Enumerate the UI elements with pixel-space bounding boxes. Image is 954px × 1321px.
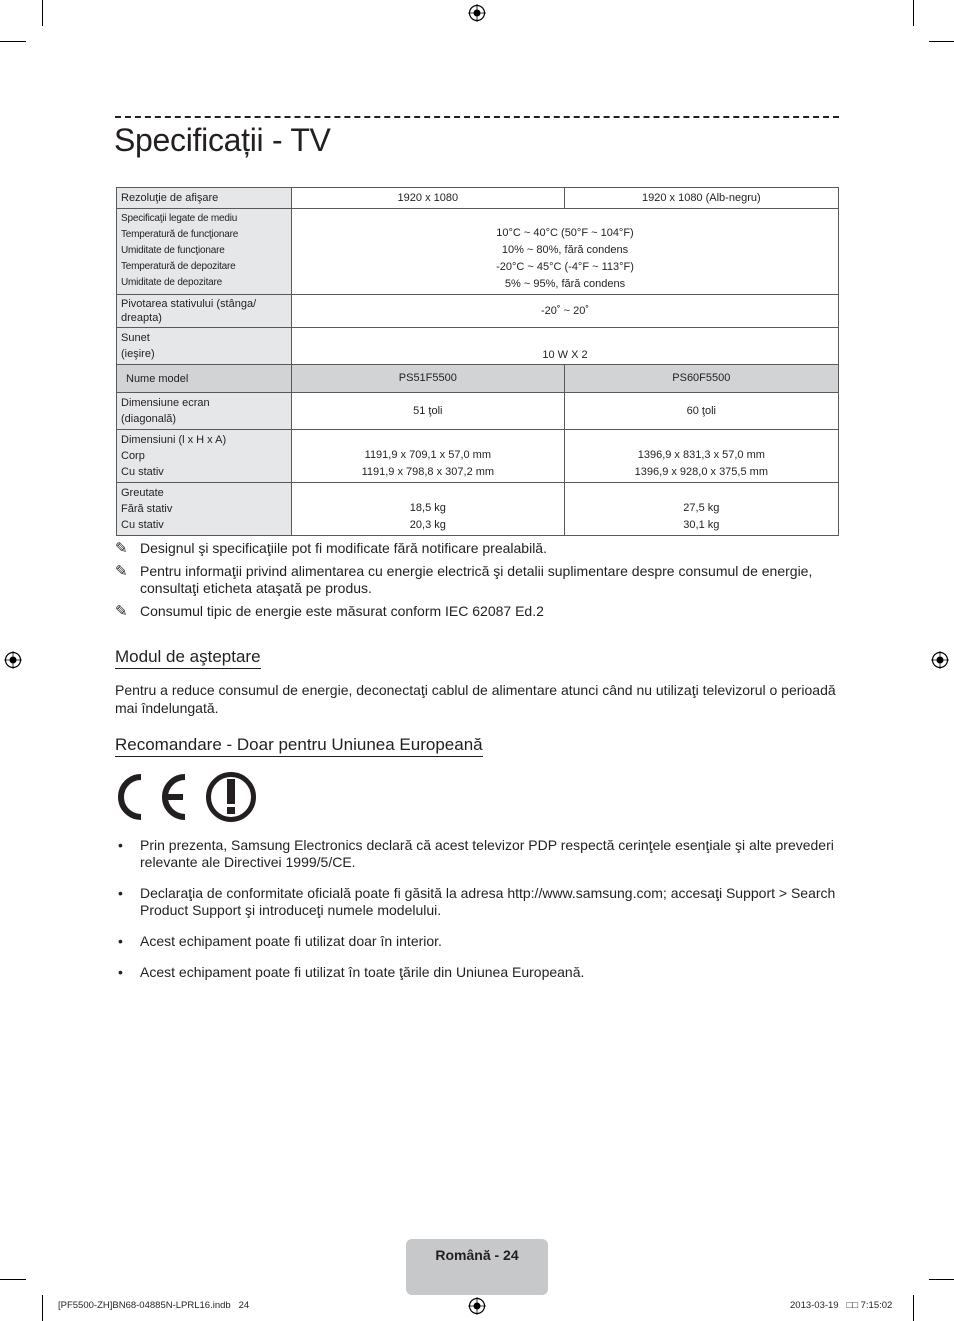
- model-column-header: PS60F5500: [564, 365, 838, 393]
- crop-mark: [913, 0, 914, 26]
- crop-mark: [0, 1279, 26, 1280]
- ce-mark-icon: [121, 777, 185, 817]
- standby-paragraph: Pentru a reduce consumul de energie, deconectaţi cablul de alimentare atunci când nu utilizaţi televizorul o perioadă mai îndelungată.: [115, 682, 836, 716]
- pencil-note-icon: ✎: [115, 540, 128, 557]
- list-item: • Declaraţia de conformitate oficială poate fi găsită la adresa http://www.samsung.com; accesaţi Support > Search Product Support şi introduceţi numele modelului.: [118, 885, 836, 918]
- bullet-icon: •: [118, 837, 123, 853]
- pencil-note-icon: ✎: [115, 563, 128, 580]
- registration-mark-icon: [468, 1297, 486, 1315]
- registration-mark-icon: [931, 651, 949, 669]
- alert-mark-icon: [209, 775, 254, 820]
- crop-mark: [42, 1295, 43, 1321]
- section-heading-standby: Modul de aşteptare: [115, 647, 261, 669]
- row-label: Sunet (ieşire): [117, 328, 292, 365]
- page-number: Română - 24: [435, 1247, 519, 1263]
- section-heading-recommendation: Recomandare - Doar pentru Uniunea Europeană: [115, 735, 483, 757]
- model-column-header: PS51F5500: [292, 365, 565, 393]
- table-row: [117, 483, 839, 536]
- row-label: Nume model: [117, 365, 292, 393]
- pencil-note-icon: ✎: [115, 603, 128, 620]
- crop-mark: [913, 1295, 914, 1321]
- crop-mark: [0, 41, 26, 42]
- compliance-marks: [115, 771, 260, 823]
- table-cell: 1920 x 1080 (Alb-negru): [564, 188, 838, 209]
- table-cell: 60 ţoli: [564, 393, 838, 430]
- table-row: [117, 295, 839, 328]
- table-cell: 27,5 kg 30,1 kg: [564, 483, 838, 536]
- table-header-row: [117, 365, 839, 393]
- recommendation-bullets: [115, 837, 839, 981]
- table-cell: 1396,9 x 831,3 x 57,0 mm 1396,9 x 928,0 x 375,5 mm: [564, 430, 838, 483]
- footer-datetime: 2013-03-19 □□ 7:15:02: [790, 1300, 893, 1311]
- notes-list: [115, 540, 839, 626]
- table-cell: 10°C ~ 40°C (50°F ~ 104°F) 10% ~ 80%, fără condens -20°C ~ 45°C (-4°F ~ 113°F) 5% ~ 95%, fără condens: [292, 209, 839, 295]
- crop-mark: [929, 41, 954, 42]
- row-label: Dimensiune ecran (diagonală): [117, 393, 292, 430]
- title-divider: [115, 116, 839, 118]
- spec-table: [116, 187, 839, 536]
- row-label: Pivotarea stativului (stânga/ dreapta): [117, 295, 292, 328]
- note-item: ✎ Pentru informaţii privind alimentarea cu energie electrică şi detalii suplimentare despre consumul de energie, consultaţi eticheta ataşată pe produs.: [115, 563, 813, 596]
- crop-mark: [42, 0, 43, 26]
- registration-mark-icon: [4, 651, 22, 669]
- row-label: Rezoluţie de afişare: [117, 188, 292, 209]
- bullet-icon: •: [118, 885, 123, 901]
- table-cell: 1920 x 1080: [292, 188, 565, 209]
- table-cell: 1191,9 x 709,1 x 57,0 mm 1191,9 x 798,8 x 307,2 mm: [292, 430, 565, 483]
- row-label: Dimensiuni (l x H x A) Corp Cu stativ: [117, 430, 292, 483]
- page-title: Specificații - TV: [114, 122, 331, 158]
- table-row: [117, 393, 839, 430]
- table-row: [117, 430, 839, 483]
- bullet-icon: •: [118, 964, 123, 980]
- list-item: • Acest echipament poate fi utilizat doar în interior.: [118, 933, 442, 949]
- footer-file-name: [PF5500-ZH]BN68-04885N-LPRL16.indb 24: [58, 1300, 250, 1311]
- crop-mark: [929, 1279, 954, 1280]
- list-item: • Acest echipament poate fi utilizat în toate ţările din Uniunea Europeană.: [118, 964, 585, 980]
- list-item: • Prin prezenta, Samsung Electronics declară că acest televizor PDP respectă cerinţele esenţiale şi alte prevederi relevante ale Directivei 1999/5/CE.: [118, 837, 834, 870]
- table-row: [117, 328, 839, 365]
- note-item: ✎ Designul şi specificaţiile pot fi modificate fără notificare prealabilă.: [115, 540, 547, 557]
- row-label: Specificaţii legate de mediu Temperatură de funcţionare Umiditate de funcţionare Temperatură de depozitare Umiditate de depozitare: [117, 209, 292, 295]
- table-row: [117, 188, 839, 209]
- table-cell: 10 W X 2: [292, 328, 839, 365]
- bullet-icon: •: [118, 933, 123, 949]
- table-cell: 51 ţoli: [292, 393, 565, 430]
- table-cell: 18,5 kg 20,3 kg: [292, 483, 565, 536]
- note-item: ✎ Consumul tipic de energie este măsurat conform IEC 62087 Ed.2: [115, 603, 544, 620]
- table-row: [117, 209, 839, 295]
- row-label: Greutate Fără stativ Cu stativ: [117, 483, 292, 536]
- registration-mark-icon: [468, 4, 486, 22]
- table-cell: -20˚ ~ 20˚: [292, 295, 839, 328]
